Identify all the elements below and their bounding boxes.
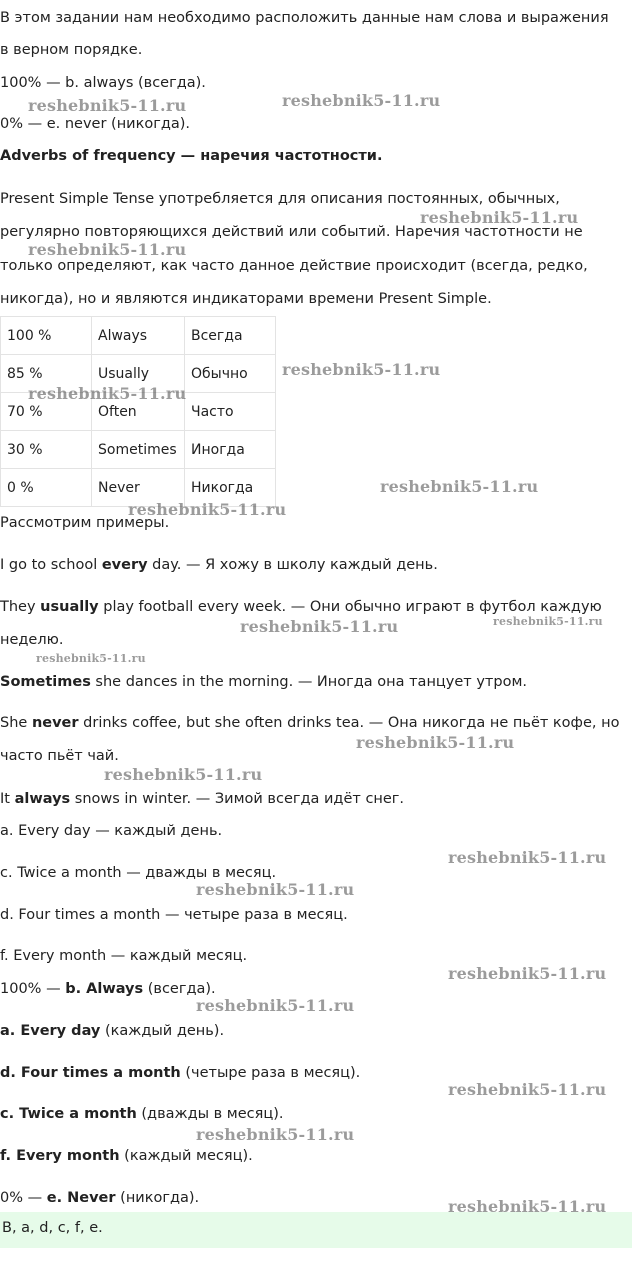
table-cell-percent: 30 %	[1, 431, 92, 469]
watermark: reshebnik5-11.ru	[420, 208, 579, 227]
table-cell-russian: Иногда	[185, 431, 276, 469]
example-continuation: неделю.	[0, 632, 64, 648]
table-cell-english: Always	[92, 317, 185, 355]
ordered-post: (всегда).	[143, 981, 216, 997]
ordered-post: (дважды в месяц).	[136, 1106, 284, 1122]
ordered-term: d. Four times a month	[0, 1065, 181, 1081]
ordered-post: (никогда).	[115, 1190, 200, 1206]
description-line-1: Present Simple Tense употребляется для описания постоянных, обычных,	[0, 191, 560, 207]
table-row	[1, 431, 276, 469]
watermark: reshebnik5-11.ru	[28, 384, 187, 403]
table-cell-english: Usually	[92, 355, 185, 393]
example-adverb: Sometimes	[0, 674, 91, 690]
ordered-line	[0, 1104, 632, 1124]
example-line	[0, 713, 632, 733]
description-line-2: регулярно повторяющихся действий или событий. Наречия частотности не	[0, 224, 583, 240]
example-pre: They	[0, 599, 41, 615]
watermark: reshebnik5-11.ru	[104, 765, 263, 784]
table-cell-percent: 70 %	[1, 393, 92, 431]
watermark: reshebnik5-11.ru	[282, 91, 441, 110]
watermark: reshebnik5-11.ru	[28, 96, 187, 115]
table-cell-english: Never	[92, 469, 185, 507]
answer-text: B, a, d, c, f, e.	[2, 1220, 103, 1236]
watermark: reshebnik5-11.ru	[128, 500, 287, 519]
example-adverb: never	[31, 715, 79, 731]
intro-line-2: в верном порядке.	[0, 42, 143, 58]
ordered-term: a. Every day	[0, 1023, 101, 1039]
watermark: reshebnik5-11.ru	[448, 1197, 607, 1216]
example-post: she dances in the morning. — Иногда она танцует утром.	[90, 674, 527, 690]
heading-text: Adverbs of frequency — наречия частотности.	[0, 148, 383, 164]
table-cell-russian: Обычно	[185, 355, 276, 393]
example-post: day. — Я хожу в школу каждый день.	[147, 557, 438, 573]
example-line	[0, 672, 632, 692]
ordered-pre: 100% —	[0, 981, 66, 997]
ordered-pre: 0% —	[0, 1190, 47, 1206]
ordered-post: (четыре раза в месяц).	[180, 1065, 361, 1081]
ordered-line	[0, 1021, 632, 1041]
option-line: c. Twice a month — дважды в месяц.	[0, 865, 277, 881]
example-adverb: usually	[40, 599, 99, 615]
watermark: reshebnik5-11.ru	[196, 880, 355, 899]
watermark: reshebnik5-11.ru	[196, 996, 355, 1015]
intro-line-1: В этом задании нам необходимо расположить данные нам слова и выражения	[0, 10, 609, 26]
example-pre: She	[0, 715, 32, 731]
example-post: snows in winter. — Зимой всегда идёт снег.	[70, 791, 405, 807]
watermark: reshebnik5-11.ru	[448, 848, 607, 867]
example-post: play football every week. — Они обычно играют в футбол каждую	[98, 599, 602, 615]
table-cell-percent: 0 %	[1, 469, 92, 507]
range-start: 100% — b. always (всегда).	[0, 75, 206, 91]
ordered-term: f. Every month	[0, 1148, 120, 1164]
watermark: reshebnik5-11.ru	[380, 477, 539, 496]
example-line	[0, 789, 632, 809]
option-line: f. Every month — каждый месяц.	[0, 948, 248, 964]
example-adverb: every	[101, 557, 148, 573]
examples-title: Рассмотрим примеры.	[0, 515, 170, 531]
table-cell-english: Sometimes	[92, 431, 185, 469]
watermark: reshebnik5-11.ru	[448, 964, 607, 983]
table-cell-percent: 100 %	[1, 317, 92, 355]
watermark: reshebnik5-11.ru	[36, 652, 146, 665]
description-line-4: никогда), но и являются индикаторами времени Present Simple.	[0, 291, 492, 307]
ordered-term: b. Always	[65, 981, 144, 997]
watermark: reshebnik5-11.ru	[493, 615, 603, 628]
table-row	[1, 317, 276, 355]
ordered-post: (каждый месяц).	[119, 1148, 253, 1164]
watermark: reshebnik5-11.ru	[282, 360, 441, 379]
range-end: 0% — e. never (никогда).	[0, 116, 191, 132]
example-line	[0, 555, 632, 575]
table-cell-english: Often	[92, 393, 185, 431]
option-line: a. Every day — каждый день.	[0, 823, 223, 839]
section-heading	[0, 146, 632, 166]
watermark: reshebnik5-11.ru	[196, 1125, 355, 1144]
watermark: reshebnik5-11.ru	[356, 733, 515, 752]
table-cell-russian: Часто	[185, 393, 276, 431]
ordered-term: c. Twice a month	[0, 1106, 137, 1122]
example-continuation: часто пьёт чай.	[0, 748, 119, 764]
example-line	[0, 597, 632, 617]
answer-box	[0, 1212, 632, 1248]
watermark: reshebnik5-11.ru	[240, 617, 399, 636]
table-cell-percent: 85 %	[1, 355, 92, 393]
example-pre: It	[0, 791, 15, 807]
watermark: reshebnik5-11.ru	[448, 1080, 607, 1099]
frequency-table	[0, 316, 276, 507]
table-cell-russian: Никогда	[185, 469, 276, 507]
ordered-term: e. Never	[46, 1190, 116, 1206]
ordered-post: (каждый день).	[100, 1023, 225, 1039]
option-line: d. Four times a month — четыре раза в месяц.	[0, 907, 348, 923]
table-cell-russian: Всегда	[185, 317, 276, 355]
description-line-3: только определяют, как часто данное действие происходит (всегда, редко,	[0, 258, 588, 274]
example-post: drinks coffee, but she often drinks tea. — Она никогда не пьёт кофе, но	[78, 715, 620, 731]
ordered-line	[0, 1146, 632, 1166]
watermark: reshebnik5-11.ru	[28, 240, 187, 259]
example-adverb: always	[14, 791, 71, 807]
example-pre: I go to school	[0, 557, 102, 573]
